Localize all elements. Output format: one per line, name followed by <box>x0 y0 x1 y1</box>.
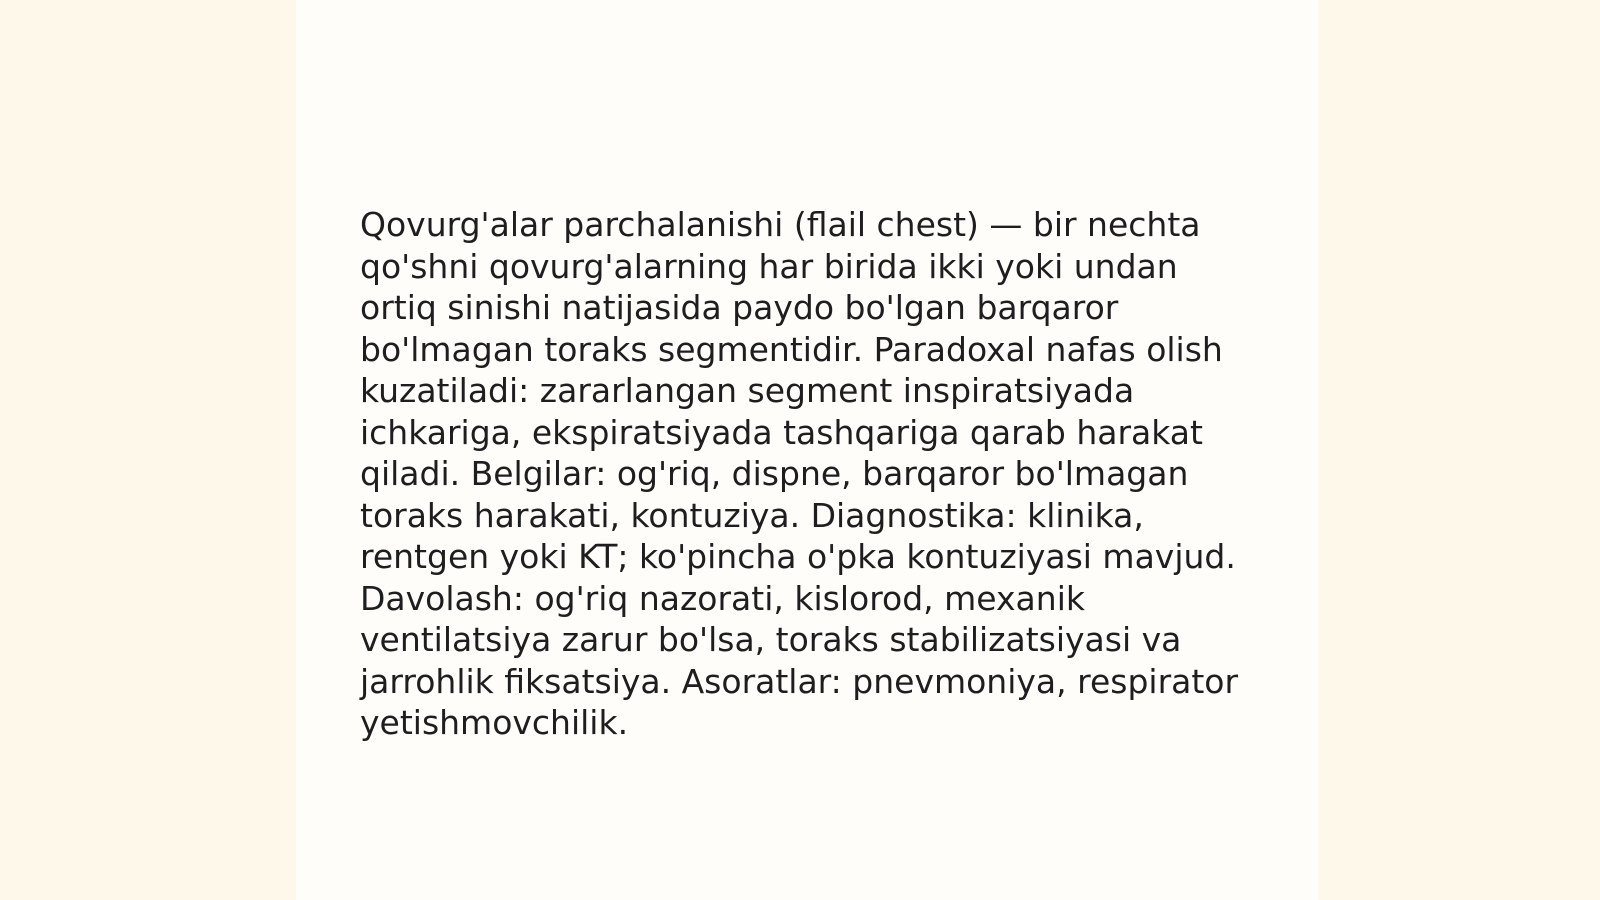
paragraph-line: ichkariga, ekspiratsiyada tashqariga qarab harakat <box>360 412 1203 452</box>
paragraph-line: bo'lmagan toraks segmentidir. Paradoxal nafas olish <box>360 329 1223 369</box>
paragraph-line: qo'shni qovurg'alarning har birida ikki yoki undan <box>360 246 1178 286</box>
paragraph-line: qiladi. Belgilar: og'riq, dispne, barqaror bo'lmagan <box>360 454 1189 493</box>
document-page <box>296 0 1318 900</box>
paragraph-line: Qovurg'alar parchalanishi (flail chest) — bir nechta <box>360 205 1201 244</box>
paragraph-line: ortiq sinishi natijasida paydo bo'lgan barqaror <box>360 288 1119 327</box>
paragraph-line: kuzatiladi: zararlangan segment inspiratsiyada <box>360 371 1135 410</box>
paragraph-line: ventilatsiya zarur bo'lsa, toraks stabilizatsiyasi va <box>360 620 1182 659</box>
body-paragraph <box>360 204 1250 744</box>
paragraph-line: jarrohlik fiksatsiya. Asoratlar: pnevmoniya, respirator <box>360 661 1239 701</box>
paragraph-line: Davolash: og'riq nazorati, kislorod, mexanik <box>360 578 1085 618</box>
paragraph-line: rentgen yoki KT; ko'pincha o'pka kontuziyasi mavjud. <box>360 537 1236 576</box>
paragraph-line: toraks harakati, kontuziya. Diagnostika: klinika, <box>360 495 1144 535</box>
paragraph-line: yetishmovchilik. <box>360 703 629 742</box>
